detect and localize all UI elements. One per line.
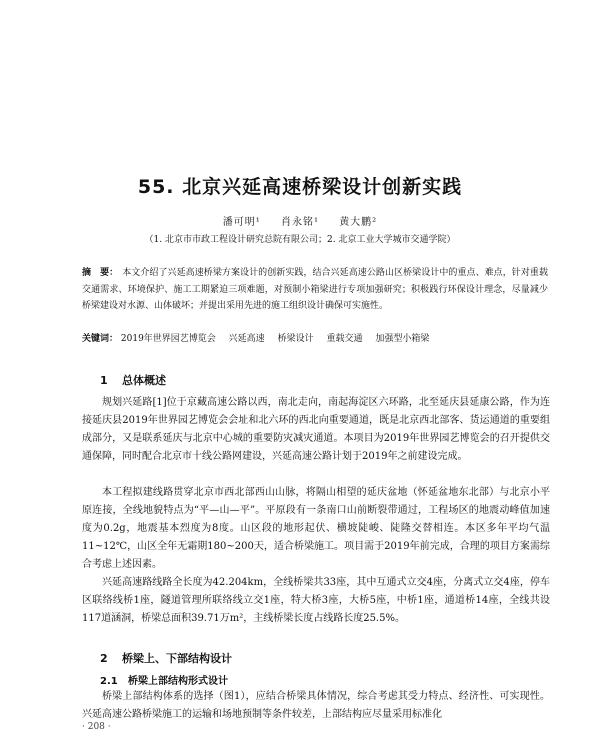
page-number: · 208 · <box>82 722 111 732</box>
subsection-number: 2.1 <box>100 676 118 687</box>
keywords <box>82 331 548 347</box>
paragraph: 本工程拟建线路贯穿北京市西北部西山山脉，将隔山相望的延庆盆地（怀延盆地东北部）与北京小平原连接，全线地貌特点为“平—山—平”。平原段有一条南口山前断裂带通过，工程场区的地震动峰值加速度为0.2g，地震基本烈度为8度。山区段的地形起伏、横坡陡峻、陡隆交替相连。本区多年平均气温11~12℃，山区全年无霜期180~200天，适合桥梁施工。项目需于2019年前完成，合理的项目方案需综合考虑上述因素。 <box>82 487 550 570</box>
abstract <box>82 265 548 315</box>
author-list <box>0 213 600 228</box>
section-number: 2 <box>100 652 108 665</box>
paragraph: 兴延高速路线路全长度为42.204km，全线桥梁共33座，其中互通式立交4座，分离式立交4座，停车区联络线桥1座，隧道管理所联络线立交1座，特大桥3座，大桥5座，中桥1座，通道桥14座，全线共设117道涵洞，桥梁总面积39.71万m²，主线桥梁长度占线路长度25.5%。 <box>82 577 550 624</box>
subsection-heading <box>100 672 228 687</box>
paragraph: 规划兴延路[1]位于京藏高速公路以西，南北走向，南起海淀区六环路，北至延庆县延康公路，作为连接延庆县2019年世界园艺博览会会址和北六环的西北向重要通道，既是北京西北部客、货运通道的重要组成部分，又是联系延庆与北京中心城的重要防灾减灾通道。本项目为2019年世界园艺博览会的召开提供交通保障，同时配合北京市十线公路网建设，兴延高速公路计划于2019年之前建设完成。 <box>82 397 550 462</box>
section-1-heading <box>100 372 166 388</box>
keyword: 兴延高速 <box>228 334 265 344</box>
keyword: 桥梁设计 <box>277 334 314 344</box>
subsection-title: 桥梁上部结构形式设计 <box>128 676 228 687</box>
keyword: 重载交通 <box>326 334 363 344</box>
section-2-heading <box>100 650 232 666</box>
author-name: 黄大鹏² <box>339 217 378 228</box>
abstract-text: 本文介绍了兴延高速桥梁方案设计的创新实践，结合兴延高速公路山区桥梁设计中的重点、难点，针对重载交通需求、环境保护、施工工期紧迫三项难题，对预制小箱梁进行专项加强研究；积极践行环保设计理念，尽量减少桥梁建设对水源、山体破坏；并提出采用先进的施工组织设计确保可实施性。 <box>82 268 548 311</box>
affiliations: （1. 北京市市政工程设计研究总院有限公司；2. 北京工业大学城市交通学院） <box>144 235 456 245</box>
section-title: 总体概述 <box>122 374 166 387</box>
keyword: 2019年世界园艺博览会 <box>120 334 216 344</box>
section-title: 桥梁上、下部结构设计 <box>122 652 232 665</box>
author-name: 潘可明¹ <box>222 217 261 228</box>
paragraph: 桥梁上部结构体系的选择（图1），应结合桥梁具体情况，综合考虑其受力特点、经济性、可实现性。兴延高速公路桥梁施工的运输和场地预制等条件较差，上部结构应尽量采用标准化 <box>82 691 550 720</box>
paper-title: 55. 北京兴延高速桥梁设计创新实践 <box>137 176 463 198</box>
section-number: 1 <box>100 374 108 387</box>
abstract-label: 摘 要： <box>82 268 119 278</box>
author-name: 肖永铭¹ <box>280 217 319 228</box>
keyword: 加强型小箱梁 <box>375 334 430 344</box>
keywords-label: 关键词： <box>82 334 119 344</box>
